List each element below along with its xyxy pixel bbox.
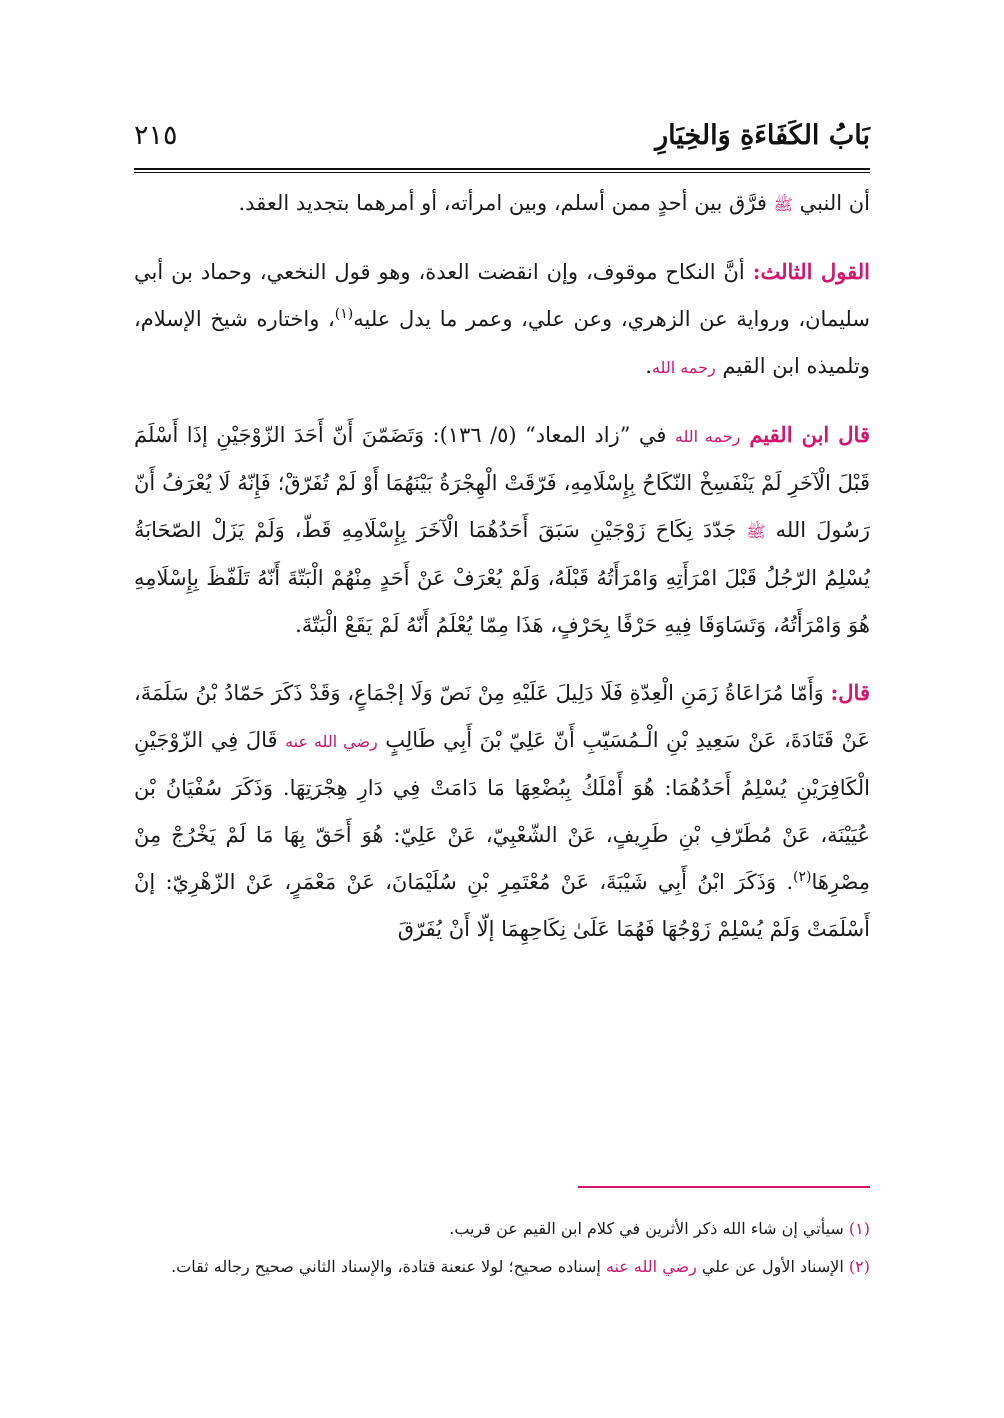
paragraph-intro: [134, 180, 870, 228]
text: وَأَمّا مُرَاعَاةُ زَمَنِ الْعِدّةِ فَلَا دَلِيلَ عَلَيْهِ مِنْ نَصّ وَلَا إجْمَاعٍ، وَقَدْ ذَكَرَ حَمّادُ بْنُ سَلَمَةَ، عَنْ قَتَادَةَ، عَنْ سَعِيدِ بْنِ الْـمُسَيّبِ أَنّ عَلِيّ بْنَ أَبِي طَالِبٍ: [134, 681, 871, 752]
paragraph-third-opinion: [134, 248, 870, 391]
honorific-glyph: رحمه الله: [674, 427, 741, 446]
footnote-text: سيأتي إن شاء الله ذكر الأثرين في كلام ابن القيم عن قريب.: [449, 1219, 849, 1238]
text: فرَّق بين أحدٍ ممن أسلم، وبين امرأته، أو أمرهما بتجديد العقد.: [238, 191, 774, 215]
footnote-ref-2[interactable]: (٢): [793, 869, 812, 885]
text: أنَّ النكاح موقوف، وإن انقضت العدة، وهو قول النخعي، وحماد بن أبي سليمان، ورواية عن الزهري، وعن علي، وعمر ما يدل عليه: [134, 260, 870, 331]
text: في ”زاد المعاد“ (٥/ ١٣٦): وَتَضَمّنَ أَنّ أَحَدَ الزّوْجَيْنِ إذَا أَسْلَمَ قَبْلَ الْآخَرِ لَمْ يَنْفَسِخْ النّكَاحُ بِإِسْلَامِهِ، فَرّقَتْ الْهِجْرَةُ بَيْنَهُمَا أَوْ لَمْ تُفَرّقْ؛ فَإِنّهُ لَا يُعْرَفُ أَنّ رَسُولَ الله: [134, 423, 870, 542]
honorific-glyph: ﷺ: [773, 195, 793, 214]
paragraph-ibn-qayyim-quote: [134, 411, 870, 649]
footnote-text: الإسناد الأول عن علي: [696, 1257, 849, 1276]
text: .: [645, 354, 652, 378]
honorific-glyph: رحمه الله: [651, 358, 716, 377]
honorific-glyph: ﷺ: [746, 522, 766, 541]
main-text: [134, 180, 870, 973]
section-label: قال:: [830, 680, 870, 705]
footnote-number: (٢): [848, 1257, 870, 1276]
footnote-divider: [578, 1186, 870, 1188]
footnote-text: إسناده صحيح؛ لولا عنعنة قتادة، والإسناد الثاني صحيح رجاله ثقات.: [171, 1257, 606, 1276]
honorific-glyph: رضي الله عنه: [285, 732, 378, 751]
text: أن النبي: [792, 191, 870, 215]
page-number: ٢١٥: [134, 120, 178, 151]
honorific-glyph: رضي الله عنه: [605, 1257, 697, 1276]
section-label: القول الثالث:: [752, 259, 871, 284]
chapter-title: بَابُ الكَفَاءَةِ وَالخِيَارِ: [655, 120, 870, 151]
footnote-1: [134, 1210, 870, 1248]
footnote-ref-1[interactable]: (١): [334, 306, 354, 322]
text: . وَذَكَرَ ابْنُ أَبِي شَيْبَةَ، عَنْ مُعْتَمِرِ بْنِ سُلَيْمَانَ، عَنْ مَعْمَرٍ، عَنْ الزّهْرِيّ: إنْ أَسْلَمَتْ وَلَمْ يُسْلِمْ زَوْجُهَا فَهُمَا عَلَىٰ نِكَاحِهِمَا إلّا أَنْ يُفَرّقَ: [134, 870, 870, 941]
page-header: [134, 112, 870, 162]
text: جَدّدَ نِكَاحَ زَوْجَيْنِ سَبَقَ أَحَدُهُمَا الْآخَرَ بِإِسْلَامِهِ قَطّ، وَلَمْ يَزَلْ الصّحَابَةُ يُسْلِمُ الرّجُلُ قَبْلَ امْرَأَتِهِ وَامْرَأَتُهُ قَبْلَهُ، وَلَمْ يُعْرَفْ عَنْ أَحَدٍ مِنْهُمْ الْبَتّةَ أَنّهُ تَلَفّظَ بِإِسْلَامِهِ هُوَ وَامْرَأَتُهُ، وَتَسَاوَقَا فِيهِ حَرْفًا بِحَرْفٍ، هَذَا مِمّا يُعْلَمُ أَنّهُ لَمْ يَقَعْ الْبَتّةَ.: [134, 518, 870, 637]
footnote-number: (١): [848, 1219, 870, 1238]
paragraph-qala: [134, 669, 870, 953]
text: ، واختاره شيخ الإسلام، وتلميذه ابن القيم: [134, 307, 870, 378]
section-label: قال ابن القيم: [740, 422, 870, 447]
footnote-2: [134, 1248, 870, 1286]
header-divider: [134, 168, 870, 173]
footnotes: [134, 1210, 870, 1286]
text: قَالَ فِي الزّوْجَيْنِ الْكَافِرَيْنِ يُسْلِمُ أَحَدُهُمَا: هُوَ أَمْلَكُ بِبُضْعِهَا مَا دَامَتْ فِي دَارِ هِجْرَتِهَا. وَذَكَرَ سُفْيَانُ بْن عُيَيْنَة، عَنْ مُطَرّفِ بْنِ طَرِيفٍ، عَنْ الشّعْبِيّ، عَنْ عَلِيّ: هُوَ أَحَقّ بِهَا مَا لَمْ يَخْرُجْ مِنْ مِصْرِهَا: [134, 728, 870, 894]
